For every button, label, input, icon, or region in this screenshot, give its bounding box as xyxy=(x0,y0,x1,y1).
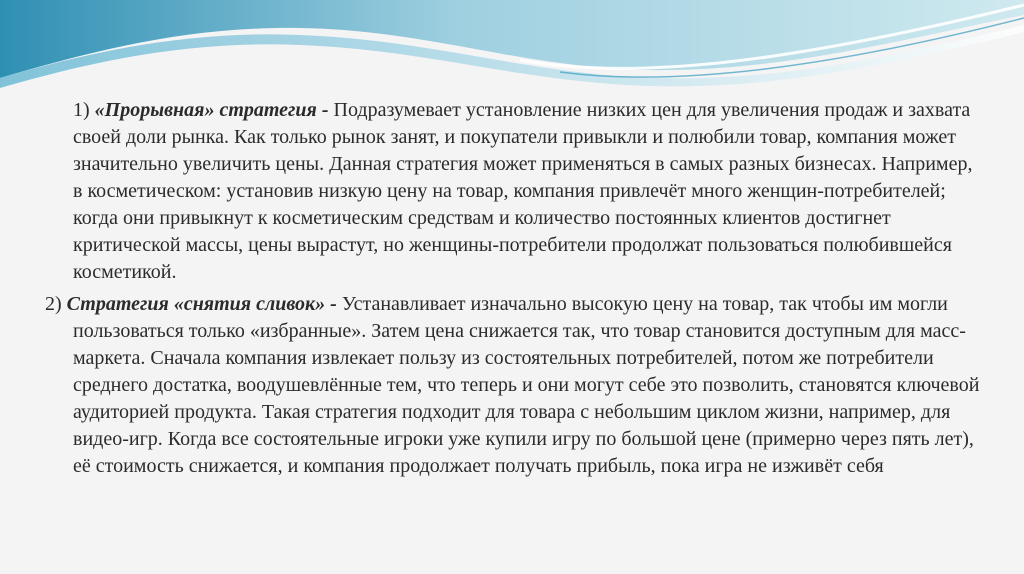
strategy-heading-2: Стратегия «снятия сливок» - xyxy=(66,293,342,315)
strategy-text-2: Устанавливает изначально высокую цену на товар, так чтобы им могли пользоваться только «избранные». Затем цена снижается так, что товар становится доступным для масс-маркета. Сначала компания извлекает пользу из состоятельных потребителей, потом же потребители среднего достатка, воодушевлённые тем, что теперь и они могут себе это позволить, становятся ключевой аудиторией продукта. Такая стратегия подходит для товара с небольшим циклом жизни, например, для видео-игр. Когда все состоятельные игроки уже купили игру по большой цене (примерно через пять лет), её стоимость снижается, и компания продолжает получать прибыль, пока игра не изживёт себя xyxy=(73,293,980,477)
strategy-text-1: Подразумевает установление низких цен для увеличения продаж и захвата своей доли рынка. Как только рынок занят, и покупатели привыкли и полюбили товар, компания может значительно увеличить цены. Данная стратегия может применяться в самых разных бизнесах. Например, в косметическом: установив низкую цену на товар, компания привлечёт много женщин-потребителей; когда они привыкнут к косметическим средствам и количество постоянных клиентов достигнет критической массы, цены вырастут, но женщины-потребители продолжат пользоваться полюбившейся косметикой. xyxy=(73,99,973,283)
strategy-heading-1: «Прорывная» стратегия - xyxy=(94,99,334,121)
slide-content xyxy=(45,97,985,480)
decorative-wave-header xyxy=(0,0,1024,95)
strategy-paragraph-1 xyxy=(45,97,985,286)
item-number-2: 2) xyxy=(45,293,67,315)
item-number-1: 1) xyxy=(73,99,95,121)
strategy-paragraph-2 xyxy=(45,291,985,480)
